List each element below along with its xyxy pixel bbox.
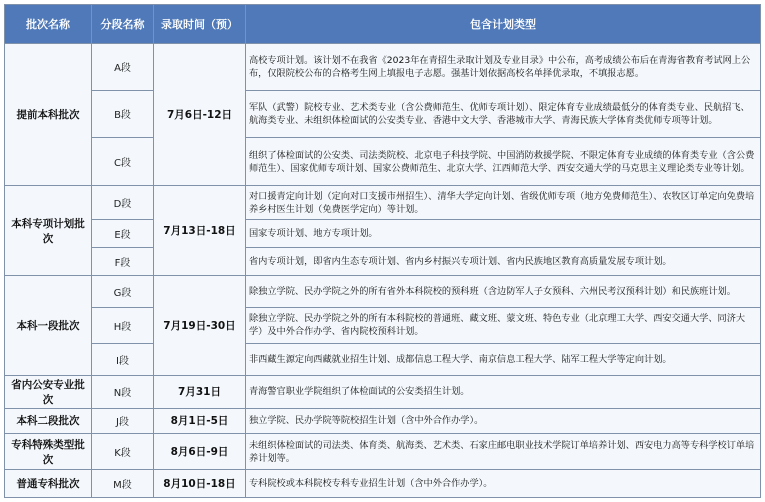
segment-name: B段 [92, 90, 154, 137]
table-row [5, 137, 761, 186]
plan-types: 国家专项计划、地方专项计划。 [246, 220, 761, 248]
plan-types: 青海警官职业学院组织了体检面试的公安类招生计划。 [246, 375, 761, 408]
header-batch: 批次名称 [5, 5, 92, 44]
table-row [5, 307, 761, 343]
segment-name: N段 [92, 375, 154, 408]
admission-time: 8月1日-5日 [154, 408, 246, 434]
batch-name: 专科特殊类型批次 [5, 434, 92, 470]
table-row [5, 186, 761, 220]
table-row [5, 343, 761, 375]
table-row [5, 90, 761, 137]
plan-types: 军队（武警）院校专业、艺术类专业（含公费师范生、优师专项计划）、限定体育专业成绩最低分的体育类专业、民航招飞、航海类专业、未组织体检面试的公安类专业、香港中文大学、香港城市大学、青海民族大学体育类优师专项等计划。 [246, 90, 761, 137]
plan-types: 专科院校或本科院校专科专业招生计划（含中外合作办学）。 [246, 470, 761, 498]
admission-time: 8月10日-18日 [154, 470, 246, 498]
admission-time: 7月31日 [154, 375, 246, 408]
plan-types: 未组织体检面试的司法类、体育类、航海类、艺术类、石家庄邮电职业技术学院订单培养计划、西安电力高等专科学校订单培养计划等。 [246, 434, 761, 470]
batch-name: 省内公安专业批次 [5, 375, 92, 408]
admission-time: 7月13日-18日 [154, 186, 246, 275]
segment-name: D段 [92, 186, 154, 220]
batch-name: 本科二段批次 [5, 408, 92, 434]
plan-types: 对口援青定向计划（定向对口支援市州招生）、清华大学定向计划、省级优师专项（地方免费师范生）、农牧区订单定向免费培养乡村医生计划（免费医学定向）等计划。 [246, 186, 761, 220]
table-row [5, 408, 761, 434]
plan-types: 独立学院、民办学院等院校招生计划（含中外合作办学）。 [246, 408, 761, 434]
plan-types: 高校专项计划。该计划不在我省《2023年在青招生录取计划及专业目录》中公布，高考成绩公布后在青海省教育考试网上公布，仅限院校公布的合格考生网上填报电子志愿。强基计划依据高校名单择优录取，不填报志愿。 [246, 44, 761, 91]
segment-name: J段 [92, 408, 154, 434]
table-row [5, 248, 761, 276]
segment-name: H段 [92, 307, 154, 343]
admission-schedule-table [4, 4, 761, 498]
table-row [5, 434, 761, 470]
header-types: 包含计划类型 [246, 5, 761, 44]
plan-types: 除独立学院、民办学院之外的所有省外本科院校的预科班（含边防军人子女预科、六州民考汉预科计划）和民族班计划。 [246, 275, 761, 307]
table-row [5, 470, 761, 498]
table-row [5, 375, 761, 408]
table-row [5, 44, 761, 91]
table-row [5, 220, 761, 248]
plan-types: 组织了体检面试的公安类、司法类院校、北京电子科技学院、中国消防救援学院、不限定体育专业成绩的体育类专业（含公费师范生）、国家优师专项计划、国家公费师范生、北京大学、江西师范大学、西安交通大学的马克思主义理论类专业等计划。 [246, 137, 761, 186]
batch-name: 本科专项计划批次 [5, 186, 92, 275]
header-row [5, 5, 761, 44]
header-segment: 分段名称 [92, 5, 154, 44]
batch-name: 提前本科批次 [5, 44, 92, 186]
segment-name: K段 [92, 434, 154, 470]
segment-name: I段 [92, 343, 154, 375]
plan-types: 非西藏生源定向西藏就业招生计划、成都信息工程大学、南京信息工程大学、陆军工程大学等定向计划。 [246, 343, 761, 375]
batch-name: 普通专科批次 [5, 470, 92, 498]
segment-name: C段 [92, 137, 154, 186]
plan-types: 除独立学院、民办学院之外的所有本科院校的普通班、藏文班、蒙文班、特色专业（北京理工大学、西安交通大学、同济大学）及中外合作办学、省内院校预科计划。 [246, 307, 761, 343]
admission-time: 7月19日-30日 [154, 275, 246, 375]
header-time: 录取时间（预） [154, 5, 246, 44]
plan-types: 省内专项计划，即省内生态专项计划、省内乡村振兴专项计划、省内民族地区教育高质量发展专项计划。 [246, 248, 761, 276]
segment-name: F段 [92, 248, 154, 276]
segment-name: G段 [92, 275, 154, 307]
admission-time: 7月6日-12日 [154, 44, 246, 186]
segment-name: M段 [92, 470, 154, 498]
segment-name: A段 [92, 44, 154, 91]
admission-time: 8月6日-9日 [154, 434, 246, 470]
batch-name: 本科一段批次 [5, 275, 92, 375]
table-row [5, 275, 761, 307]
segment-name: E段 [92, 220, 154, 248]
